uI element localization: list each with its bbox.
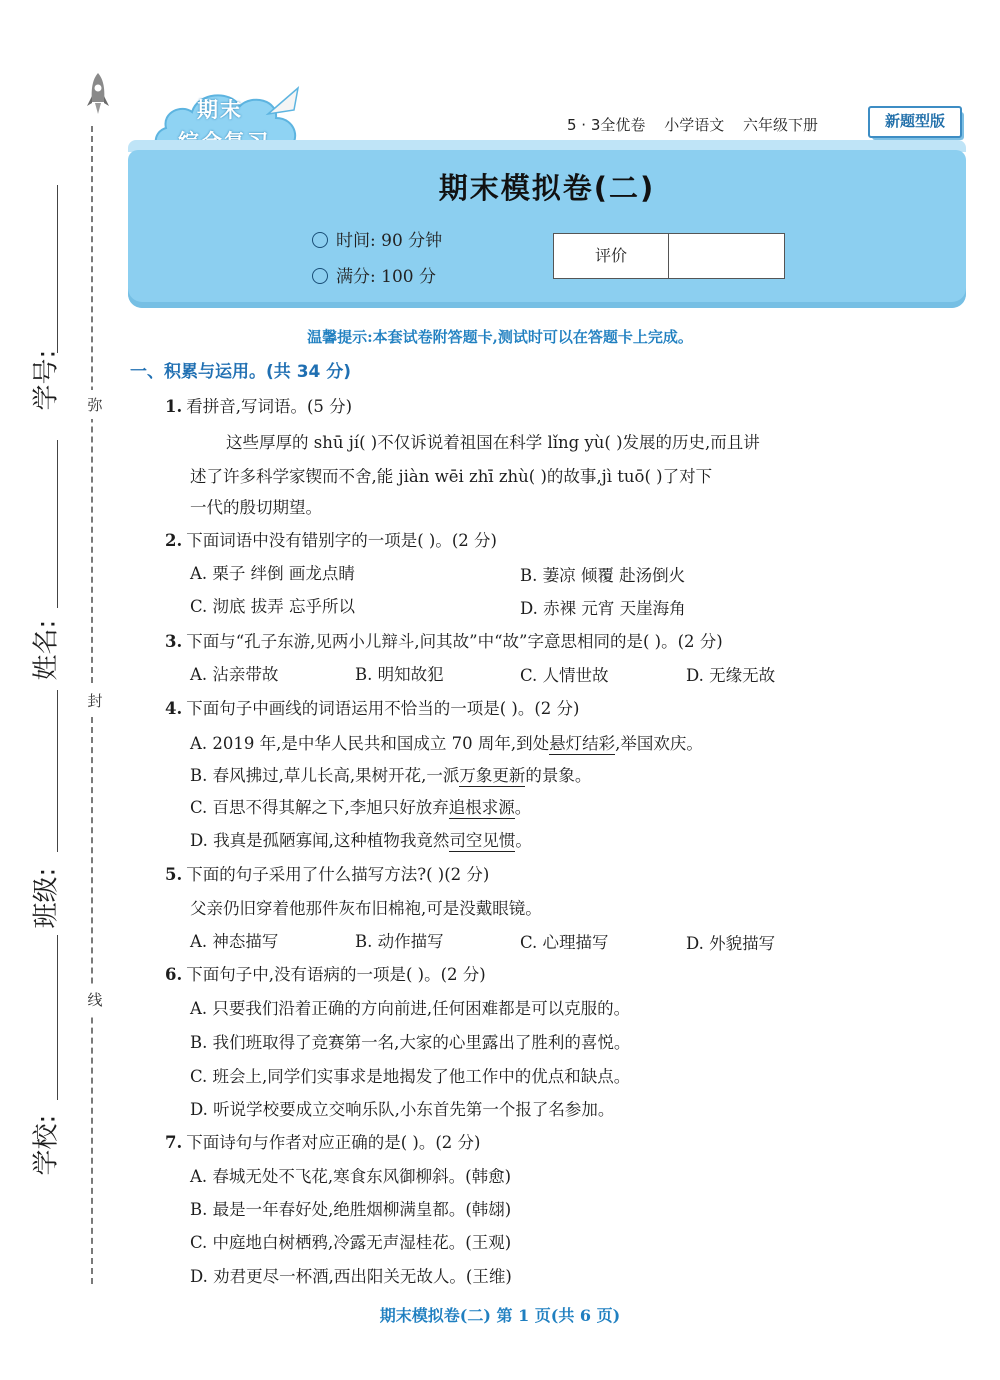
evaluation-label: 评价 [554,234,669,278]
q7-option-d[interactable]: D. 劝君更尽一杯酒,西出阳关无故人。(王维) [190,1267,512,1286]
q7-stem: 下面诗句与作者对应正确的是( )。(2 分) [186,1133,481,1152]
student-name-label: 姓名: [31,619,62,681]
q6-option-d[interactable]: D. 听说学校要成立交响乐队,小东首先第一个报了名参加。 [190,1100,615,1119]
q3-stem: 下面与“孔子东游,见两小儿辩斗,问其故”中“故”字意思相同的是( )。(2 分) [186,632,723,651]
q4-option-a[interactable] [190,730,703,754]
question-1 [165,393,352,417]
q4-stem: 下面句子中画线的词语运用不恰当的一项是( )。(2 分) [186,699,580,718]
page-footer: 期末模拟卷(二) 第 1 页(共 6 页) [379,1306,621,1325]
student-id-field[interactable] [22,349,66,411]
exam-title: 期末模拟卷(二) [438,171,656,205]
q1-line-3: 一代的殷切期望。 [190,498,322,517]
q6-number: 6. [165,965,183,984]
q5-option-d[interactable]: D. 外貌描写 [686,934,776,953]
q4-b-underlined: 万象更新 [459,766,526,785]
q4-c-text-pre: C. 百思不得其解之下,李旭只好放弃 [190,798,449,817]
q1-line-2: 述了许多科学家锲而不舍,能 jiàn wēi zhī zhù( )的故事,jì tuō( )了对下 [190,467,713,486]
q2-option-a[interactable]: A. 栗子 绊倒 画龙点睛 [190,564,355,583]
q4-c-text-post: 。 [514,798,532,817]
q4-a-text-pre: A. 2019 年,是中华人民共和国成立 70 周年,到处 [190,734,550,753]
series-info [567,114,832,135]
q4-a-text-post: ,举国欢庆。 [615,734,703,753]
q6-option-b[interactable]: B. 我们班取得了竞赛第一名,大家的心里露出了胜利的喜悦。 [190,1033,631,1052]
q6-option-c[interactable]: C. 班会上,同学们实事求是地揭发了他工作中的优点和缺点。 [190,1067,631,1086]
q4-b-text-pre: B. 春风拂过,草儿长高,果树开花,一派 [190,766,460,785]
question-2 [165,527,497,551]
question-7 [165,1129,480,1153]
evaluation-box [553,233,785,279]
q5-option-c[interactable]: C. 心理描写 [520,933,609,952]
q3-option-b[interactable]: B. 明知故犯 [355,665,444,684]
time-info [312,226,442,251]
student-name-field[interactable] [22,619,66,681]
q3-option-c[interactable]: C. 人情世故 [520,666,609,685]
q4-d-text-pre: D. 我真是孤陋寡闻,这种植物我竟然 [190,831,450,850]
q2-option-d[interactable]: D. 赤裸 元宵 天崖海角 [520,599,686,618]
clock-icon [312,232,328,248]
question-4 [165,695,579,719]
student-class-field[interactable] [22,867,66,929]
q3-option-d[interactable]: D. 无缘无故 [686,666,776,685]
seal-char-feng: 封 [84,686,106,715]
grade: 六年级下册 [742,116,818,134]
question-5 [165,861,489,885]
school-field[interactable] [22,1114,66,1176]
q5-number: 5. [165,865,183,884]
evaluation-value-field[interactable] [669,234,784,278]
q5-option-a[interactable]: A. 神态描写 [190,932,279,951]
series-name: 5 · 3全优卷 [567,116,646,134]
q3-number: 3. [165,632,183,651]
q6-option-a[interactable]: A. 只要我们沿着正确的方向前进,任何困难都是可以克服的。 [190,999,631,1018]
q1-number: 1. [165,397,183,416]
q5-sentence: 父亲仍旧穿着他那件灰布旧棉袍,可是没戴眼镜。 [190,899,542,918]
student-id-label: 学号: [31,349,62,411]
q4-c-underlined: 追根求源 [448,798,515,817]
q4-number: 4. [165,699,183,718]
seal-char-xian: 线 [84,985,106,1014]
question-3 [165,628,723,652]
q3-option-a[interactable]: A. 沾亲带故 [190,665,279,684]
q6-stem: 下面句子中,没有语病的一项是( )。(2 分) [186,965,486,984]
seal-char-mi: 弥 [84,390,106,419]
q4-d-underlined: 司空见惯 [449,831,516,850]
time-text: 时间: 90 分钟 [336,231,443,251]
q4-option-c[interactable] [190,794,531,818]
score-info [312,262,436,287]
q7-option-a[interactable]: A. 春城无处不飞花,寒食东风御柳斜。(韩愈) [190,1167,512,1186]
school-label: 学校: [31,1114,62,1176]
q4-b-text-post: 的景象。 [525,766,592,785]
review-tag-line1: 期末 [197,98,243,122]
q2-option-c[interactable]: C. 沏底 拔弄 忘乎所以 [190,597,356,616]
subject: 小学语文 [664,116,725,134]
q4-option-d[interactable] [190,827,532,851]
check-circle-icon [312,268,328,284]
edition-badge: 新题型版 [868,106,962,138]
q1-line-1: 这些厚厚的 shū jí( )不仅诉说着祖国在科学 lǐng yù( )发展的历史,而且讲 [226,433,760,452]
q7-option-b[interactable]: B. 最是一年春好处,绝胜烟柳满皇都。(韩翃) [190,1200,512,1219]
q4-option-b[interactable] [190,762,591,786]
q4-a-underlined: 悬灯结彩 [549,734,616,753]
tip-text: 温馨提示:本套试卷附答题卡,测试时可以在答题卡上完成。 [307,328,693,346]
section-1-heading: 一、积累与运用。(共 34 分) [130,362,352,382]
school-line[interactable] [57,935,58,1100]
score-text: 满分: 100 分 [336,267,436,287]
q7-number: 7. [165,1133,183,1152]
q7-option-c[interactable]: C. 中庭地白树栖鸦,冷露无声湿桂花。(王观) [190,1233,512,1252]
q2-option-b[interactable]: B. 萋凉 倾覆 赴汤倒火 [520,566,686,585]
question-6 [165,961,486,985]
q2-number: 2. [165,531,183,550]
student-class-line[interactable] [57,690,58,852]
rocket-icon [86,72,110,122]
q4-d-text-post: 。 [515,831,532,850]
q5-option-b[interactable]: B. 动作描写 [355,932,444,951]
student-name-line[interactable] [57,440,58,608]
q2-stem: 下面词语中没有错别字的一项是( )。(2 分) [186,531,497,550]
q1-stem: 看拼音,写词语。(5 分) [186,397,353,416]
q5-stem: 下面的句子采用了什么描写方法?( )(2 分) [186,865,490,884]
student-class-label: 班级: [31,867,62,929]
